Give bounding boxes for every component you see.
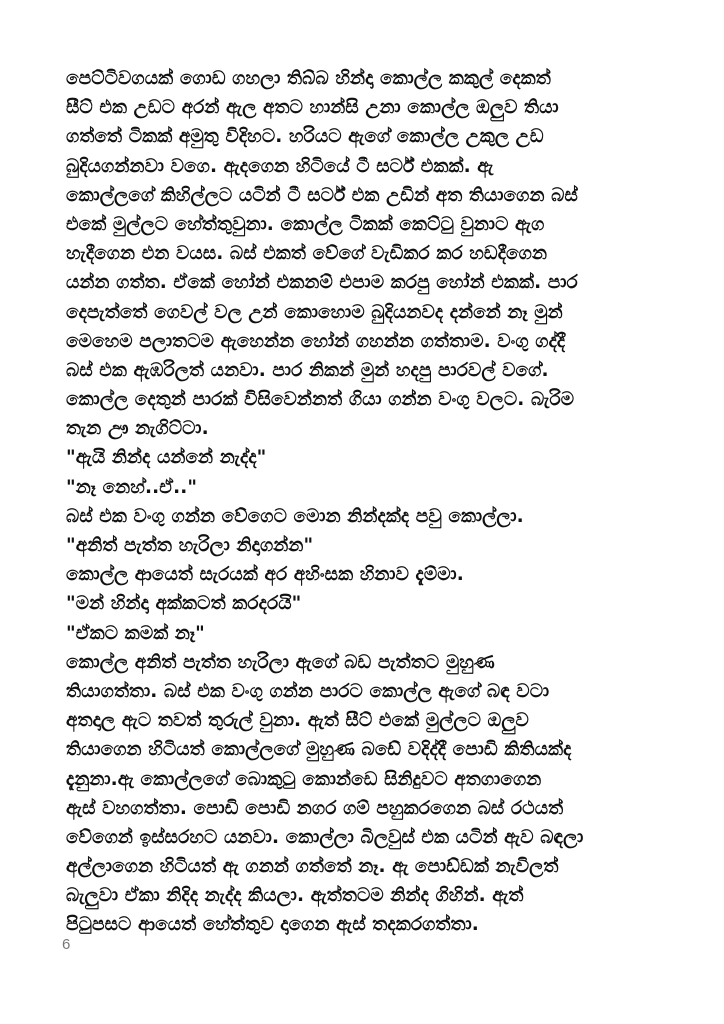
story-text [66, 64, 678, 940]
dialogue-line: "නෑ නෙහ්..ඒ.." [66, 476, 198, 498]
dialogue-line: "අනිත් පැත්ත හැරිලා නිදාගන්න" [66, 535, 314, 556]
text-line: බස් එක වංගු ගන්න වේගෙට මොන නින්දක්ද පවු කොල්ලා. [66, 505, 524, 527]
dialogue-line: "මන් හින්දා අක්කටත් කරදරයි" [66, 593, 302, 615]
text-line: කොල්ල දෙතුන් පාරක් විසිවෙන්නත් ගියා ගන්න වංගු වලට. බැරිම [66, 389, 575, 411]
text-line: බස් එක ඇඹරිලත් යනවා. පාර නිකන් මුන් හදපු පාරවල් වගේ. [66, 359, 549, 381]
text-line: කොල්ලගේ කිහිල්ලට යටින් ටී සර්ට් එක උඩින් අත තියාගෙන බස් [66, 184, 578, 206]
text-line: අල්ලාගෙන හිටියත් ඇ ගනන් ගත්තේ නෑ. ඇ පොඩ්ඩක් නැවිලත් [66, 856, 559, 878]
text-line: එකේ මුල්ලට හේත්තුවුනා. කොල්ල ටිකක් කෙට්ටු වුනාට ඇග [66, 213, 545, 235]
dialogue-line: "ඒකට කමක් නෑ" [66, 622, 205, 644]
text-line: වේගෙන් ඉස්සරහට යනවා. කොල්ලා බිලවුස් එක යටින් ඇව බඳලා [66, 826, 584, 848]
text-line: කොල්ල ආයෙත් සැරයක් අර අහිංසක හිනාව දැම්මා. [66, 564, 464, 586]
text-line: දෙපැත්තේ ගෙවල් වල උන් කොහොම බුදියනවද දන්නේ නෑ මුන් [66, 301, 563, 323]
text-line: පිටුපසට ආයෙත් හේත්තුව දාගෙන ඇස් තදකරගත්තා. [66, 914, 479, 936]
text-line: හැදීගෙන එන වයස. බස් එකත් වේගේ වැඩිකර කර හඩදීගෙන [66, 243, 548, 265]
text-line: තියාගත්තා. බස් එක වංගු ගන්න පාරට කොල්ල ඇගේ බඳ වටා [66, 680, 550, 702]
text-line: කොල්ල අනිත් පැත්ත හැරිලා ඇගේ බඩ පැත්තට මුහුණ [66, 651, 495, 673]
text-line: තියාගෙන හිටියත් කොල්ලගේ මුහුණ බඩේ වදිද්දී පොඩි කිතියක්ද [66, 739, 572, 761]
text-line: සීට් එක උඩට අරන් ඇල අතට හාන්සි උනා කොල්ල ඔලුව තියා [66, 97, 559, 119]
text-line: දැනුනා.ඇ කොල්ලගේ බොකුටු කොන්ඩෙ සිනිදුවට අතගාගෙන [66, 768, 542, 790]
text-line: මෙහෙම පලාතටම ඇහෙන්න හෝන් ගහන්න ගත්තාම. වංගු ගද්දී [66, 330, 566, 352]
text-line: බුදියගන්නවා වගෙ. ඇදගෙන හිටියේ ටී සර්ට් එකක්. ඇ [66, 155, 494, 177]
text-line: ඇස් වහගත්තා. පොඩි පොඩි නගර ගම් පහුකරගෙන බස් රථයත් [66, 797, 564, 819]
text-line: ගත්තේ ටිකක් අමුතු විදිහට. හරියට ඇගේ කොල්ල උකුල උඩ [66, 126, 544, 148]
page-number: 6 [62, 936, 71, 953]
text-line: පෙට්ටිවගයක් ගොඩ ගහලා තිබ්බ හින්දා කොල්ල කකුල් දෙකත් [66, 68, 551, 89]
dialogue-line: "ඇයි නින්ද යන්නේ නැද්ද" [66, 447, 267, 469]
text-line: යන්න ගත්ත. ඒකේ හෝන් එකනම් එපාම කරපු හෝන් එකක්. පාර [66, 272, 578, 294]
text-line: බැලුවා ඒකා නිදිද නැද්ද කියලා. ඇත්තටම නින්ද ගිහින්. ඇත් [66, 885, 524, 907]
text-line: අතදාල ඇට තවත් තුරුල් වුනා. ඇත් සීට් එකේ මුල්ලට ඔලුව [66, 710, 529, 732]
text-line: තැන ඌ නැගිට්ටා. [66, 418, 209, 440]
